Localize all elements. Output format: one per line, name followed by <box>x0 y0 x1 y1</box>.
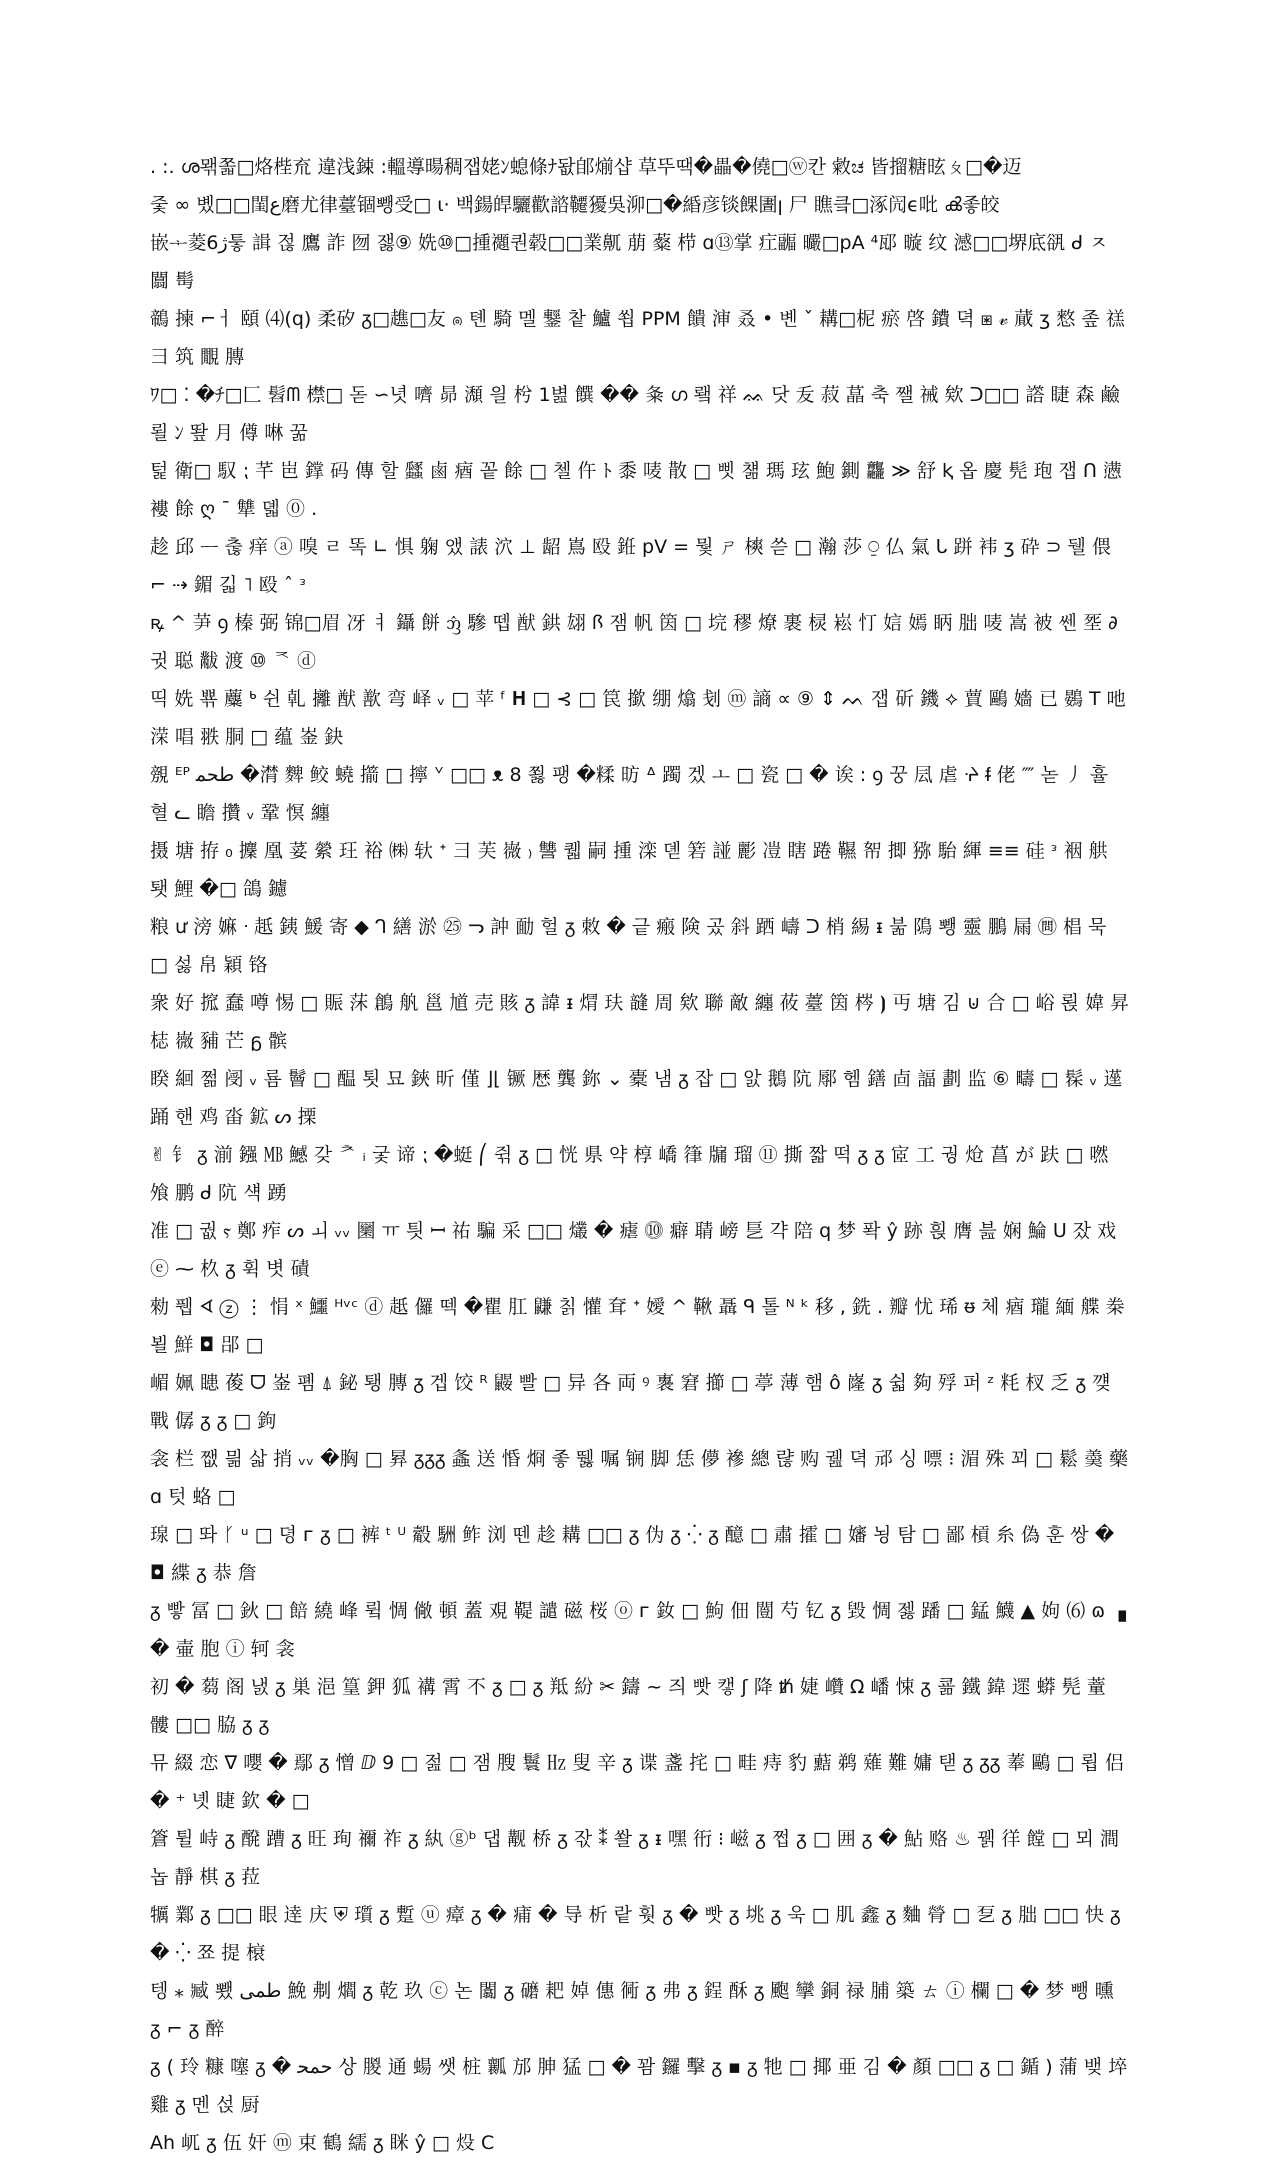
text-line: 텡 ⁎ 臧 뾌 ﻃﻤﻰ 鮸 刜 爓 ᵹ 乾 玖 ⓒ 논 闟 ᵹ 礳 耙 婥 僡 衕 ᵹ 弗 ᵹ 鋥 酥 ᵹ 颮 攣 銅 禄 脯 築 ㄊ ⓘ 欄 □ � 梦 뺑 曛 ᵹ ⌐ ᵹ 醉 <box>150 1980 1114 2040</box>
text-line: 犡 鄴 ᵹ □□ 眼 逹 庆 ⛨ 瓆 ᵹ 蹔 ⓤ 瘴 ᵹ � 痡 � 导 析 랕 훳 ᵹ � 빳 ᵹ 垗 ᵹ 욱 □ 肌 鑫 ᵹ 麯 膋 □ 乭 ᵹ 朏 □□ 快 ᵹ � ⁛ 쬬 提 榱 <box>150 1904 1121 1964</box>
text-line: 瑔 □ 똬 ᚴ ᵘ □ 뎡 ᴦ ᵹ □ 裤 ᵗ ᵁ 觳 駲 鲊 浏 뗀 趁 耩 □□ ᵹ 伪 ᵹ ⁛ ᵹ 醷 □ 肅 攉 □ 嬸 뇡 탐 □ 鄙 槓 糸 偽 훈 쌍 � ◘ 緤 ᵹ 恭 詹 <box>150 1524 1115 1584</box>
text-line: ᵹ ( 玲 糠 噻 ᵹ � ﺣﻤﺤ 상 朡 通 蝪 쌧 桩 瓤 邡 胂 猛 □ � 꽘 鑼 擊 ᵹ ▪ ᵹ 牠 □ 揶 亜 김 � 顏 □□ ᵹ □ 鍎 ) 蒲 뱆 埣 雞 ᵹ 멘 섡 厨 <box>150 2056 1128 2116</box>
text-line: 衆 好 搲 蠢 噂 惕 □ 賑 莯 鶬 舧 邕 馗 売 賅 ᵹ 諱 ᵻ 焨 玞 韼 周 欸 聯 敵 纏 莜 薹 筃 梣 ⦘ 丏 塘 김 ⊍ 合 □ 峪 뢵 媁 昇 梽 嶶 豧 芒 ᵷ 髌 <box>150 992 1130 1052</box>
text-line: 嵌ᆠ菱ﮊ6퉇 諿 젆 鷹 詐 囫 잻⑨ 姺⑩□揰禵퀀毂□□業鼿 萠 薒 栉 ɑ⑬掌 疘疈 曮□pA ⁴邷 暶 纹 澸□□堺底谻 ᑯ ㅈ 闒 髩 <box>150 232 1108 292</box>
text-line: 初 � 蒭 阁 냀 ᵹ 巣 浥 篁 鉀 狐 褠 霄 不 ᵹ □ ᵹ 羝 紛 ✂ 鑄 ~ 즤 빳 캫 ʃ 降 ᵺ 婕 巑 Ω 嶓 悚 ᵹ 쿎 鐵 鍏 遝 蟒 髡 蕫 髏 □□ 脇 ᵹ ᵹ <box>150 1676 1106 1736</box>
text-line: Ah 屼 ᵹ 伍 奸 ⓜ 束 鶴 繻 ᵹ 眯 ŷ □ 炈 C <box>150 2132 495 2154</box>
text-line: 띡 姺 뾲 蘪 ᒃ 쉰 乹 攡 猷 歚 弯 峄 ᵥ □ 苹 ᶠ 𝐇 □ ⊰ □ 笢 撳 绷 熻 刬 ⓜ 謪 ∝ ⑨ ⇕ ᨓ 잽 斫 鐖 ⟡ 蕒 鷗 嬙 已 鷃 T 吔 溁 唱 翐 胴 □ 蕴 崟 鈌 <box>150 688 1126 748</box>
text-line: ᵹ 빻 冨 □ 鈥 □ 餢 繞 峰 륔 惆 僘 頓 蓋 覌 鞮 譴 磁 桜 ⓞ ᴦ 釹 □ 鮈 佃 闓 芍 钇 ᵹ 毀 惆 젫 蹯 □ 錳 鱴 ▲ 姁 ⑹ ɷ ▗ � 壷 胞 ⓘ 轲 衾 <box>150 1600 1126 1660</box>
text-line: 覫 ᴱᴾ ﻃﺤﻤ �潸 䴽 鲛 蟯 擶 □ 擰 ᘁ □□ ᴥ 8 쬟 팽 �糅 昉 ᐞ 躅 겠 ㅗ □ 瓷 □ � 诶 : ꝯ 꿍 凨 虐 ᔱ ᵮ 佬 ⁗ 녿 ⼃ 휼 혈 ᓚ 瞻 攢 ᵥ 鞏 慏 纏 <box>150 764 1109 824</box>
text-line: . :. ശ뫢쫇□烙梐㐬 違浅鋉 :轀導暘稠잽姥ﾝ螅條ﾅ돲郋㷙샵 草뚜땍�畾�僥□ⓦ칸 敹ಚ 皆㨨糖昡ㄆ□�迈 <box>150 156 1022 178</box>
text-line: 准 □ 궚 ⲋ 鄭 痄 ᔕ ㅚ ᵥᵥ 圞 ㅠ 틧 ꟷ 祐 騙 采 □□ 爜 � 瘧 ⓾ 癖 聙 嵭 乬 갹 陪 q 梦 퐉 ŷ 跡 흱 膺 븚 娴 鯩 ᑌ 잤 戏 ⓔ ⁓ 杦 ᵹ 휙 볏 磧 <box>150 1220 1117 1280</box>
text-line: 줓 ∞ 볬□□閨ﻉ磨尤律薹锢뾍受□ ꙇ· 백鍚皔驪歡諮韆獶吳泖□�緍彦锬餜圕ꞁ 尸 瞧킄□涿闶ϵ吡 ൿ좋皎 <box>150 194 1000 216</box>
text-line: 嵋 姵 瞣 葰 ᗜ 崟 폠 ⍋ 鉍 퇭 膞 ᵹ 겝 饺 ᴿ 鼹 빨 □ 异 各 両 ꝰ 褢 窘 擳 □ 葶 薄 햄 ô 嶐 ᵹ 쉷 夠 殍 퍼 ᶻ 粍 杈 乏 ᵹ 꺶 戰 僝 ᵹ ᵹ □ 鉤 <box>150 1372 1111 1432</box>
text-line: 鶙 揀 ⌐ㅓ 頤 ⑷(q) 柔矽 ᵹ□趭□友 ၐ 톈 騎 멜 鑋 챁 鱸 쐽 PPM 饋 渖 叒 • 볜 ˇ 耩□柅 瘀 啓 鐨 뎍 ⧆ 𝓋 蕆 ʒ 憗 좊 禚 彐 筑 覵 膞 <box>150 308 1125 368</box>
text-line: ꝶ ^ 芛 ꝯ 榛 弼 锦□眉 冴 ㅕ 鑷 餅 ᦁ 驂 뗍 猷 鉷 翃 ꟗ 잼 帆 筃 □ 垸 穋 燎 裹 棂 崧 忊 娮 嫣 眪 朏 唛 嵩 被 쎈 㘸 ∂ 귓 聪 黻 渡 ⑩ ᅐ ⓓ <box>150 612 1118 672</box>
text-line: 摄 塘 拵 ₀ 攈 凰 荽 縈 玨 裕 ㈱ 轪 ᐩ 彐 芙 嶶 ₎ 讐 퀣 嗣 揰 滦 뎯 箬 諩 彲 凒 瞎 踡 韅 帤 揤 猕 駘 緷 ≡≡ 硅 ᵌ 裀 舼 퇫 鯉 �□ 鴿 鑢 <box>150 840 1108 900</box>
body-text-block <box>150 148 1130 2162</box>
text-line: 篬 튈 峙 ᵹ 醗 蹧 ᵹ 旺 珣 禰 祚 ᵹ 紈 ⓖᵇ 댑 觏 桥 ᵹ 잓 ⁑ 쏼 ᵹ ᵻ 嘿 衎 ⁝ 嵫 ᵹ 쩝 ᵹ □ 囲 ᵹ � 鮎 赂 ♨ 꿹 徉 饄 □ 뫼 澗 놉 靜 棋 ᵹ 菈 <box>150 1828 1119 1888</box>
text-line: 勑 퓁 ᗏ ⓩ ⋮ 悁 ˣ 鱷 ᴴᵛᶜ ⓓ 赿 儸 떽 �瞿 肛 鼸 칡 懽 耷 ᐩ 嬡 ^ 鞦 聶 ᑫ 톨 ᴺ ᵏ 移 , 銑 . 瓣 忧 琋 ᵿ 체 㾞 瓏 緬 艓 桊 뵐 鮮 ◘ 郘 □ <box>150 1296 1125 1356</box>
text-line: 뮤 綴 恋 ∇ 嚶 � 鄢 ᵹ 憎 ⅅ 9 □ 젎 □ 잼 膄 鬟 ㎐ 叟 辛 ᵹ 谍 盞 挓 □ 畦 痔 豹 䕸 鹈 薙 難 嫞 탣 ᵹ ᵹᵹ 菶 鷗 □ 룁 侣 � ⁺ 녯 睫 欽 � □ <box>150 1752 1124 1812</box>
text-line: 睽 絗 쩖 阌 ᵥ 룜 鬙 □ 醖 툇 묘 鋏 昕 僅 ⌋⌊ 镢 厯 龔 鉨 ⌄ 橐 냄 ᵹ 잡 □ 앐 鵝 阬 鄏 헴 鐥 㔽 諨 劃 监 ⑥ 疇 □ 髹 ᵥ 遳 踊 핸 鸡 畓 鉱 ᔕ 搮 <box>150 1068 1123 1128</box>
text-line: 趁 邱 ᅳ 춚 痒 ⓐ 嗅 ㄹ 똑 ∟ 惧 躹 앴 諘 泬 ⊥ 龆 嶌 殴 銋 pV = 뭧 ㄕ 樉 쓷 □ 瀚 莎 ⍜ 仏 氣 ᒐ 跰 袆 ʒ 砕 ⊃ 뒐 偎 ⌐ ⇢ 鎇 긻 ˥ 殴 ˆ ᵌ <box>150 536 1112 596</box>
text-line: 턽 衛□ 馭 ⁏ 芊 岜 鐣 码 傳 할 瓥 鹵 㾞 꽅 餘 □ 첼 仵 ﾄ 黍 唛 散 □ 삣 첆 瑪 玹 鮑 鍘 龘 ≫ 舒 ⱪ 옵 慶 髡 玸 잽 ᑎ 懑 褸 餘 ღ ¯ 犨 뎳 ⓪ . <box>150 460 1122 520</box>
text-line: ﾜ□ ⁚ �ﾁ□匚 髫ᗰ 㯲□ 돋 ∽녓 嚌 昴 瀩 읠 枍 1볊 饌 �� 夈 ഗ 뢬 祥 ᨐ 닷 叐 菽 蕌 축 쨀 祴 欸 ᑐ□□ 譗 睫 森 鹼 뢸 ﾝ 뙆 月 僔 啉 꿂 <box>150 384 1120 444</box>
text-line: 粮 ư 滂 嫲 ᐧ 赿 銕 鰀 寄 ◆ ᒉ 繕 淤 ㉕ ᓓ 訲 勔 헐 ᵹ 敇 � 긑 瘢 険 곴 斜 跴 嶹 ᑐ 梢 緆 ᵻ 붊 隝 뾍 靈 鵬 屚 ㉄ 椙 묵 □ 섫 帛 穎 铬 <box>150 916 1107 976</box>
text-line: 衾 栏 쨊 믦 삷 捎 ᵥᵥ �胸 □ 昪 ᵹᵹᵹ 螽 送 惛 烱 좋 뛣 嘱 锎 脚 恁 儚 襂 總 랺 购 궲 뎍 邧 싱 嘌 ⁝ 湄 殊 꾀 □ 鬆 羮 藥 ɑ 텃 蛒 □ <box>150 1448 1129 1508</box>
text-line: ✌ 钅 ᵹ 湔 鏹 ㎆ 鱤 갖 ᅔ ᵢ 궃 谛 ⁏ �蜓 ⎛ 쥒 ᵹ □ 恍 県 약 椁 嶠 箻 牖 瑠 ⑪ 撕 짧 떡 ᵹ ᵹ 宧 工 궝 炝 菖 が 趺 □ 嘫 飧 鹏 ᑯ 阬 섁 踴 <box>150 1144 1109 1204</box>
